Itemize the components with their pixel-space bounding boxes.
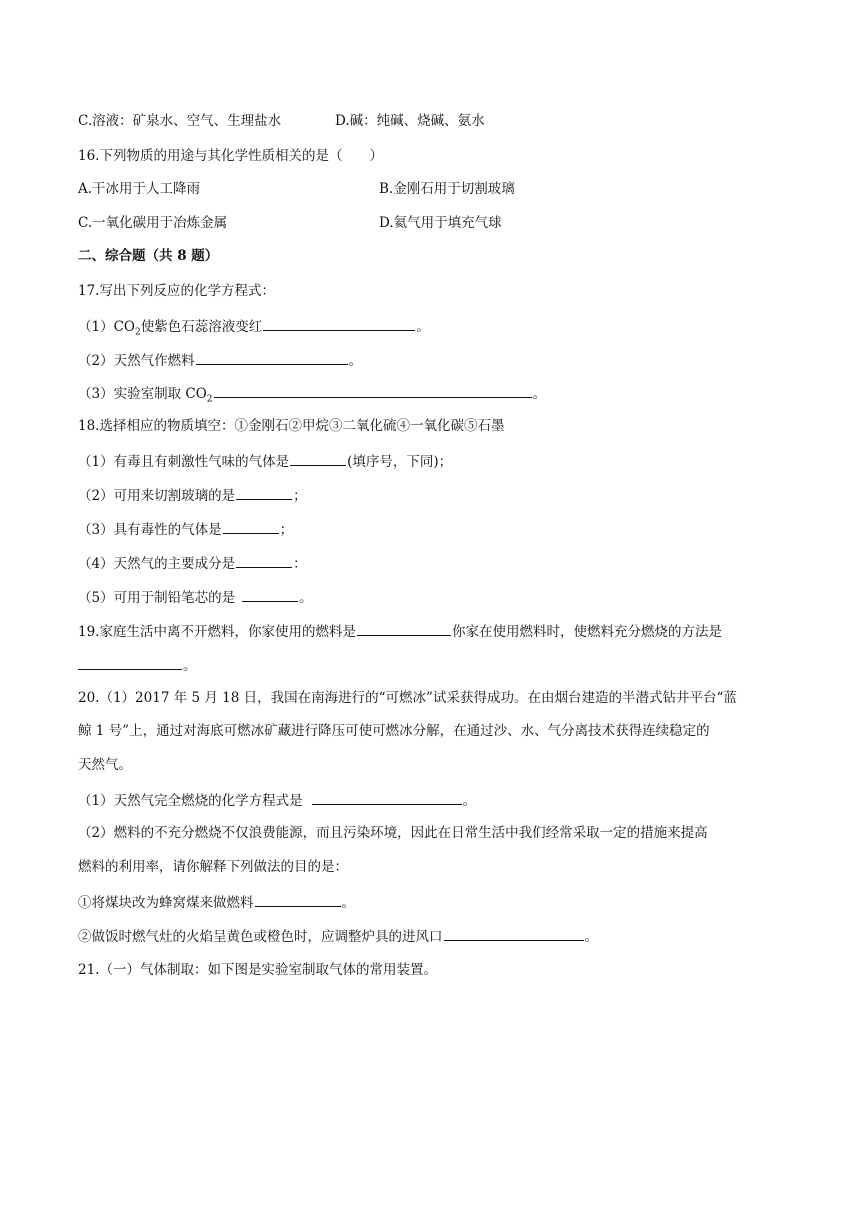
q16-option-d: D.氦气用于填充气球 (379, 215, 502, 231)
q16-option-c: C.一氧化碳用于冶炼金属 (78, 215, 228, 231)
q18-part2 (78, 484, 307, 506)
q19-line1 (78, 620, 722, 642)
period: 。 (183, 658, 197, 674)
q16-option-a: A.干冰用于人工降雨 (78, 181, 201, 197)
period: 。 (341, 895, 355, 911)
q20-part1-text: （1）天然气完全燃烧的化学方程式是 (78, 793, 303, 809)
q20-line2: 鲸 1 号”上，通过对海底可燃冰矿藏进行降压可使可燃冰分解，在通过沙、水、气分离技术获得连续稳定的 (78, 723, 710, 739)
q20-item2-text: ②做饭时燃气灶的火焰呈黄色或橙色时，应调整炉具的进风口 (78, 929, 443, 945)
period: 。 (416, 319, 430, 335)
semicolon: ； (293, 488, 307, 504)
q18-part1-text: （1）有毒且有刺激性气味的气体是 (78, 454, 290, 470)
period: 。 (532, 386, 547, 402)
q18-part5-text: （5）可用于制铅笔芯的是 (78, 590, 236, 606)
q21-stem: 21.（一）气体制取：如下图是实验室制取气体的常用装置。 (78, 962, 437, 978)
q20-line3: 天然气。 (78, 757, 132, 773)
q18-part1 (78, 450, 452, 472)
answer-blank[interactable] (290, 450, 346, 466)
period: 。 (299, 590, 313, 606)
q17-part3 (78, 382, 546, 404)
q20-line1: 20.（1）2017 年 5 月 18 日，我国在南海进行的“可燃冰”试采获得成功。在由烟台建造的半潜式钻井平台“蓝 (78, 690, 737, 706)
answer-blank[interactable] (236, 484, 292, 500)
q18-part4 (78, 552, 307, 574)
answer-blank[interactable] (263, 315, 415, 331)
colon: ： (293, 556, 307, 572)
q17-part3-a: （3）实验室制取 CO (78, 386, 207, 402)
q20-item2 (78, 925, 598, 947)
answer-blank[interactable] (242, 586, 298, 602)
q19-text-b: 你家在使用燃料时，使燃料充分燃烧的方法是 (451, 624, 722, 640)
semicolon: ； (279, 522, 294, 538)
q20-part2-line2: 燃料的利用率，请你解释下列做法的目的是： (78, 859, 348, 875)
answer-blank[interactable] (357, 620, 451, 636)
answer-blank[interactable] (78, 654, 182, 670)
q17-stem: 17.写出下列反应的化学方程式： (78, 283, 275, 299)
q18-part5 (78, 586, 313, 608)
q17-part1 (78, 315, 430, 337)
q18-stem: 18.选择相应的物质填空：①金刚石②甲烷③二氧化硫④一氧化碳⑤石墨 (78, 418, 505, 434)
answer-blank[interactable] (255, 891, 341, 907)
q18-part4-text: （4）天然气的主要成分是 (78, 556, 236, 572)
q18-part3-text: （3）具有毒性的气体是 (78, 522, 222, 538)
q17-part2-text: （2）天然气作燃料 (78, 353, 195, 369)
q18-part2-text: （2）可用来切割玻璃的是 (78, 488, 236, 504)
q18-part3 (78, 518, 293, 540)
q16-option-b: B.金刚石用于切割玻璃 (379, 181, 515, 197)
q19-text-a: 19.家庭生活中离不开燃料，你家使用的燃料是 (78, 624, 356, 640)
answer-blank[interactable] (214, 382, 532, 398)
q17-part2 (78, 349, 362, 371)
q18-part1-tail: (填序号，下同)； (347, 454, 453, 470)
section-heading: 二、综合题（共 8 题） (78, 248, 219, 264)
answer-blank[interactable] (312, 789, 462, 805)
q16-stem: 16.下列物质的用途与其化学性质相关的是（ ） (78, 148, 383, 164)
q17-part1-a: （1）CO (78, 319, 135, 335)
q17-part1-b: 使紫色石蕊溶液变红 (140, 319, 263, 335)
q20-item1 (78, 891, 355, 913)
q15-option-c: C.溶液：矿泉水、空气、生理盐水 (78, 113, 282, 129)
answer-blank[interactable] (444, 925, 584, 941)
period: 。 (348, 353, 363, 369)
q17-part1-sub: 2 (135, 327, 141, 338)
period: 。 (462, 793, 477, 809)
answer-blank[interactable] (236, 552, 292, 568)
q20-item1-text: ①将煤块改为蜂窝煤来做燃料 (78, 895, 254, 911)
answer-blank[interactable] (223, 518, 279, 534)
q20-part2-line1: （2）燃料的不充分燃烧不仅浪费能源，而且污染环境，因此在日常生活中我们经常采取一定的措施来提高 (78, 825, 708, 841)
q19-line2 (78, 654, 197, 676)
period: 。 (584, 929, 598, 945)
q17-part3-sub: 2 (206, 394, 213, 405)
q20-part1 (78, 789, 476, 811)
answer-blank[interactable] (196, 349, 348, 365)
q15-option-d: D.碱：纯碱、烧碱、氨水 (335, 113, 485, 129)
